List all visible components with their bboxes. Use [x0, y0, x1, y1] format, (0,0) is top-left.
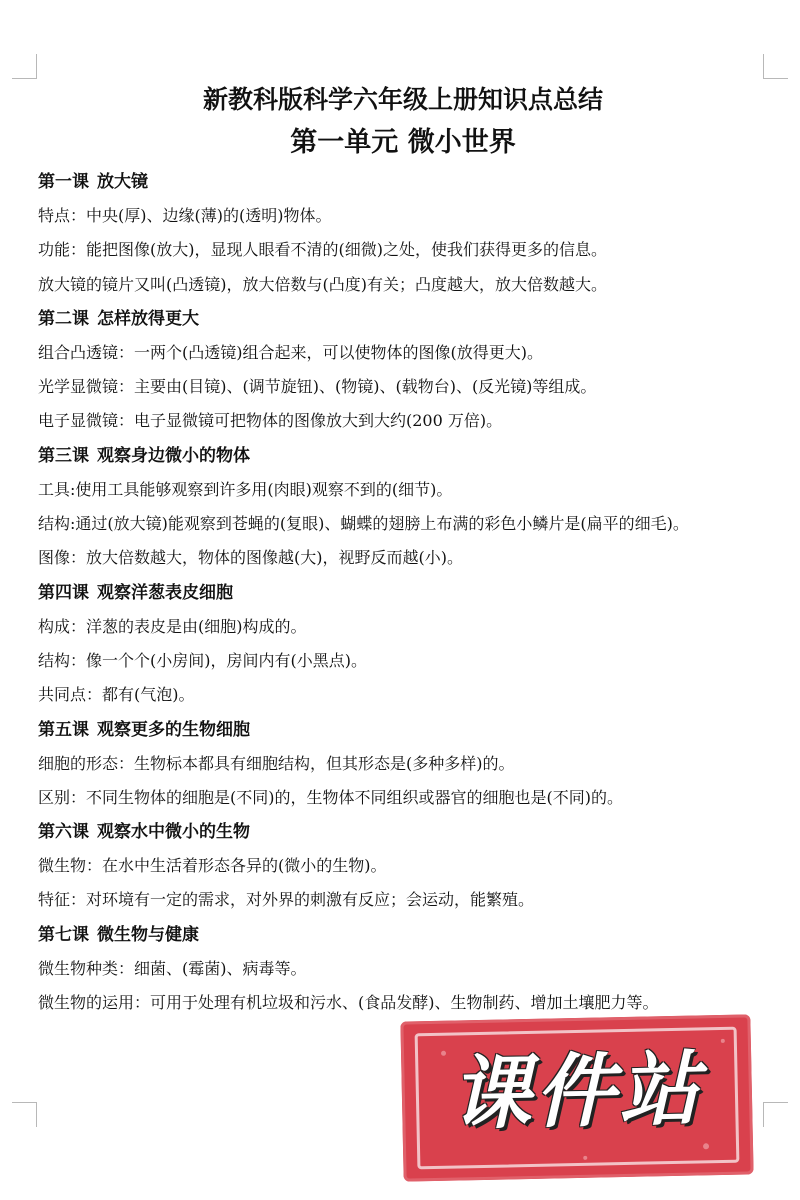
- lesson-number: 第二课: [38, 308, 89, 329]
- lesson-section: [38, 713, 768, 816]
- lesson-name: 观察更多的生物细胞: [97, 719, 250, 740]
- lesson-text-line: 结构：像一个个(小房间)，房间内有(小黑点)。: [38, 650, 367, 670]
- lesson-text-line: 微生物种类：细菌、(霉菌)、病毒等。: [38, 958, 307, 978]
- page-corner-mark-top-left: [12, 54, 37, 79]
- lesson-heading: [38, 439, 768, 473]
- unit-title: 第一单元 微小世界: [290, 127, 516, 158]
- page-corner-mark-top-right: [763, 54, 788, 79]
- lesson-name: 放大镜: [97, 172, 148, 192]
- lesson-heading: [38, 815, 768, 849]
- lesson-text-line: 特征：对环境有一定的需求，对外界的刺激有反应；会运动，能繁殖。: [38, 890, 535, 910]
- lesson-number: 第一课: [38, 172, 89, 192]
- lesson-text-line: 特点：中央(厚)、边缘(薄)的(透明)物体。: [38, 206, 332, 225]
- lesson-heading: [38, 713, 768, 747]
- lesson-text-line: 光学显微镜：主要由(目镜)、(调节旋钮)、(物镜)、(载物台)、(反光镜)等组成。: [38, 377, 597, 397]
- lesson-name: 微生物与健康: [97, 924, 199, 945]
- lesson-text-line: 共同点：都有(气泡)。: [38, 685, 195, 705]
- lesson-section: [38, 576, 768, 713]
- lesson-text-line: 细胞的形态：生物标本都具有细胞结构，但其形态是(多种多样)的。: [38, 753, 515, 773]
- lesson-list: [38, 165, 768, 1020]
- lesson-text-line: 区别：不同生物体的细胞是(不同)的，生物体不同组织或器官的细胞也是(不同)的。: [38, 787, 623, 807]
- lesson-number: 第五课: [38, 719, 89, 740]
- document-body: [38, 82, 768, 1020]
- watermark-text: 课件站: [449, 1042, 704, 1141]
- lesson-heading: [38, 302, 768, 336]
- lesson-text-line: 组合凸透镜：一两个(凸透镜)组合起来，可以使物体的图像(放得更大)。: [38, 342, 543, 362]
- lesson-section: [38, 165, 768, 302]
- lesson-heading: [38, 165, 768, 199]
- lesson-section: [38, 439, 768, 576]
- document-title: 新教科版科学六年级上册知识点总结: [202, 85, 603, 114]
- lesson-number: 第六课: [38, 822, 89, 843]
- lesson-name: 观察水中微小的生物: [97, 822, 250, 843]
- watermark-stamp: [400, 1014, 753, 1181]
- lesson-text-line: 图像：放大倍数越大，物体的图像越(大)，视野反而越(小)。: [38, 548, 463, 568]
- lesson-name: 怎样放得更大: [97, 308, 199, 329]
- lesson-section: [38, 815, 768, 918]
- lesson-section: [38, 918, 768, 1021]
- lesson-text-line: 工具:使用工具能够观察到许多用(肉眼)观察不到的(细节)。: [38, 479, 453, 499]
- lesson-text-line: 放大镜的镜片又叫(凸透镜)，放大倍数与(凸度)有关；凸度越大，放大倍数越大。: [38, 274, 607, 294]
- lesson-heading: [38, 576, 768, 610]
- page-corner-mark-bottom-left: [12, 1102, 37, 1127]
- lesson-text-line: 电子显微镜：电子显微镜可把物体的图像放大到大约(200 万倍)。: [38, 411, 503, 431]
- lesson-text-line: 构成：洋葱的表皮是由(细胞)构成的。: [38, 616, 307, 636]
- lesson-number: 第七课: [38, 924, 89, 945]
- lesson-text-line: 微生物的运用：可用于处理有机垃圾和污水、(食品发酵)、生物制药、增加土壤肥力等。: [38, 993, 659, 1013]
- lesson-number: 第三课: [38, 445, 89, 466]
- lesson-number: 第四课: [38, 582, 89, 603]
- lesson-name: 观察身边微小的物体: [97, 445, 250, 466]
- lesson-text-line: 结构:通过(放大镜)能观察到苍蝇的(复眼)、蝴蝶的翅膀上布满的彩色小鳞片是(扁平的细毛)。: [38, 514, 689, 534]
- lesson-text-line: 功能：能把图像(放大)，显现人眼看不清的(细微)之处，使我们获得更多的信息。: [38, 240, 607, 260]
- lesson-text-line: 微生物：在水中生活着形态各异的(微小的生物)。: [38, 856, 387, 876]
- lesson-name: 观察洋葱表皮细胞: [97, 582, 233, 603]
- lesson-heading: [38, 918, 768, 952]
- lesson-section: [38, 302, 768, 439]
- page-corner-mark-bottom-right: [763, 1102, 788, 1127]
